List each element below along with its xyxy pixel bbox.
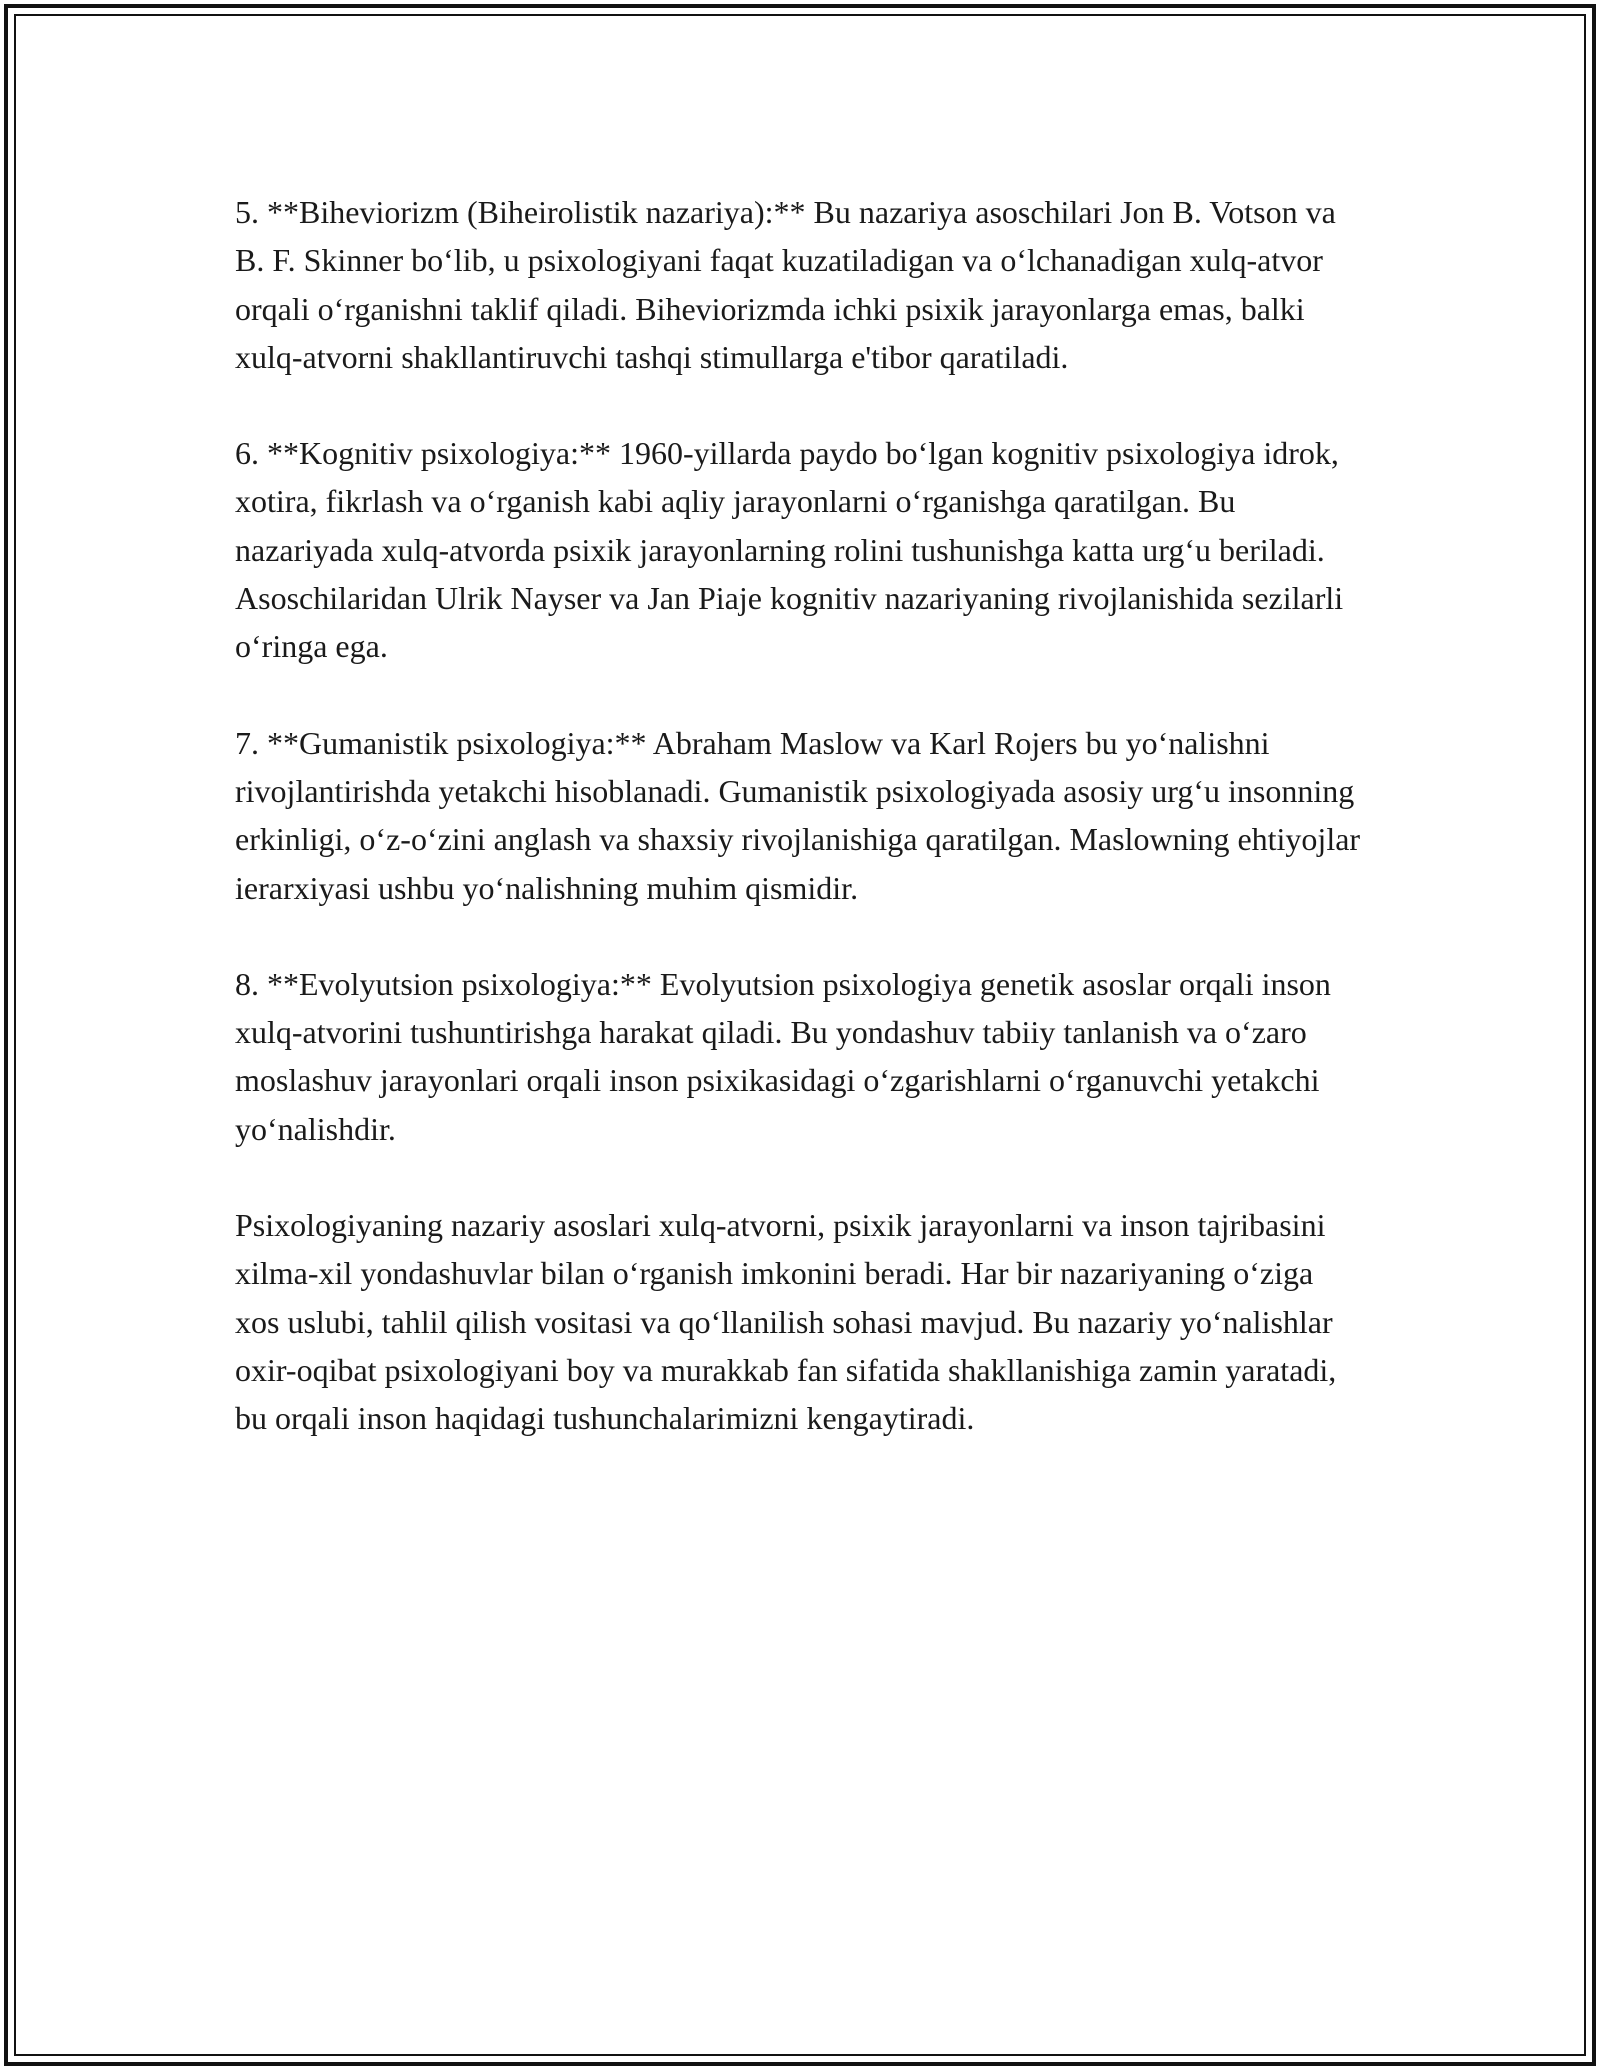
paragraph-conclusion: Psixologiyaning nazariy asoslari xulq-atvorni, psixik jarayonlarni va inson tajribasini xilma-xil yondashuvlar bilan o‘rganish imkonini beradi. Har bir nazariyaning o‘ziga xos uslubi, tahlil qilish vositasi va qo‘llanilish sohasi mavjud. Bu nazariy yo‘nalishlar oxir-oqibat psixologiyani boy va murakkab fan sifatida shakllanishiga zamin yaratadi, bu orqali inson haqidagi tushunchalarimizni kengaytiradi. [235, 1207, 1337, 1437]
paragraph-cognitive-psychology: 6. **Kognitiv psixologiya:** 1960-yillarda paydo bo‘lgan kognitiv psixologiya idrok, xotira, fikrlash va o‘rganish kabi aqliy jarayonlarni o‘rganishga qaratilgan. Bu nazariyada xulq-atvorda psixik jarayonlarning rolini tushunishga katta urg‘u beriladi. Asoschilaridan Ulrik Nayser va Jan Piaje kognitiv nazariyaning rivojlanishida sezilarli o‘ringa ega. [235, 435, 1344, 665]
paragraph-behaviorism: 5. **Biheviorizm (Biheirolistik nazariya):** Bu nazariya asoschilari Jon B. Votson va B. F. Skinner bo‘lib, u psixologiyani faqat kuzatiladigan va o‘lchanadigan xulq-atvor orqali o‘rganishni taklif qiladi. Biheviorizmda ichki psixik jarayonlarga emas, balki xulq-atvorni shakllantiruvchi tashqi stimullarga e'tibor qaratiladi. [235, 194, 1336, 375]
paragraph-humanistic-psychology: 7. **Gumanistik psixologiya:** Abraham Maslow va Karl Rojers bu yo‘nalishni rivojlantirishda yetakchi hisoblanadi. Gumanistik psixologiyada asosiy urg‘u insonning erkinligi, o‘z-o‘zini anglash va shaxsiy rivojlanishiga qaratilgan. Maslowning ehtiyojlar ierarxiyasi ushbu yo‘nalishning muhim qismidir. [235, 724, 1361, 906]
paragraph-evolutionary-psychology: 8. **Evolyutsion psixologiya:** Evolyutsion psixologiya genetik asoslar orqali inson xulq-atvorini tushuntirishga harakat qiladi. Bu yondashuv tabiiy tanlanish va o‘zaro moslashuv jarayonlari orqali inson psixikasidagi o‘zgarishlarni o‘rganuvchi yetakchi yo‘nalishdir. [235, 965, 1331, 1147]
document-body [235, 188, 1365, 1491]
